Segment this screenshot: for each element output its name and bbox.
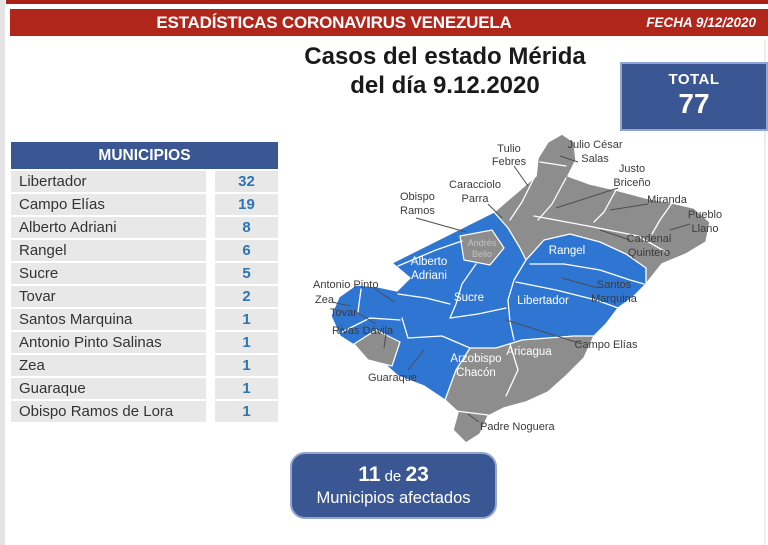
table-row: Tovar 2 bbox=[11, 286, 278, 307]
map-label-tulio-febres: Tulio Febres bbox=[491, 143, 527, 168]
map-label-pueblo-llano: Pueblo Llano bbox=[687, 209, 723, 235]
page-title-line1: Casos del estado Mérida bbox=[304, 43, 586, 70]
map-label-obispo-ramos: Obispo Ramos bbox=[400, 191, 435, 217]
affected-of: de bbox=[384, 468, 402, 485]
total-value: 77 bbox=[678, 88, 710, 119]
region-label-sucre: Sucre bbox=[453, 292, 485, 304]
map-label-antonio-pinto: Antonio Pinto bbox=[313, 279, 379, 291]
region-label-aricagua: Aricagua bbox=[506, 346, 552, 358]
map-label-julio-cesar-salas: Julio César Salas bbox=[567, 139, 623, 165]
table-row: Antonio Pinto Salinas 1 bbox=[11, 332, 278, 353]
municipios-table-header: MUNICIPIOS bbox=[11, 142, 278, 169]
table-row: Zea 1 bbox=[11, 355, 278, 376]
affected-count: 11 bbox=[358, 463, 381, 486]
page-title-line2: del día 9.12.2020 bbox=[350, 72, 540, 99]
table-row: Sucre 5 bbox=[11, 263, 278, 284]
region-label-arzobispo-chacon: Arzobispo Chacón bbox=[450, 353, 502, 379]
region-label-libertador: Libertador bbox=[517, 295, 569, 307]
title-bar-date: FECHA 9/12/2020 bbox=[646, 15, 756, 30]
map-label-justo-briceno: Justo Briceño bbox=[613, 163, 651, 189]
municipios-table bbox=[11, 171, 278, 424]
affected-caption: Municipios afectados bbox=[316, 489, 471, 507]
page-title bbox=[265, 42, 625, 100]
table-row: Campo Elías 19 bbox=[11, 194, 278, 215]
affected-count-line bbox=[292, 463, 495, 487]
table-row: Libertador 32 bbox=[11, 171, 278, 192]
map-label-santos-marquina: Santos Marquina bbox=[591, 279, 637, 305]
merida-municipalities-map bbox=[298, 108, 768, 446]
region-label-andres-bello: Andrés Bello bbox=[467, 238, 497, 259]
title-bar-text: ESTADÍSTICAS CORONAVIRUS VENEZUELA bbox=[156, 13, 512, 32]
map-label-zea: Zea bbox=[315, 294, 334, 306]
total-label: TOTAL bbox=[668, 71, 720, 88]
map-label-miranda: Miranda bbox=[647, 194, 687, 206]
table-row: Alberto Adriani 8 bbox=[11, 217, 278, 238]
map-label-tovar: Tovar bbox=[330, 307, 357, 319]
region-label-rangel: Rangel bbox=[548, 245, 586, 257]
map-label-campo-elias: Campo Elías bbox=[574, 339, 638, 351]
title-bar bbox=[10, 9, 768, 36]
table-row: Obispo Ramos de Lora 1 bbox=[11, 401, 278, 422]
region-label-alberto-adriani: Alberto Adriani bbox=[410, 256, 448, 282]
table-row: Santos Marquina 1 bbox=[11, 309, 278, 330]
top-red-strip bbox=[6, 0, 768, 4]
table-row: Rangel 6 bbox=[11, 240, 278, 261]
map-label-caracciolo-parra: Caracciolo Parra bbox=[449, 179, 501, 205]
map-label-padre-noguera: Padre Noguera bbox=[480, 421, 555, 433]
affected-total: 23 bbox=[405, 463, 429, 486]
map-label-cardenal-quintero: Cardenal Quintero bbox=[626, 233, 672, 259]
map-label-rivas-davila: Rivas Dávila bbox=[332, 325, 394, 337]
page-left-edge bbox=[0, 0, 5, 545]
affected-summary-box bbox=[290, 452, 497, 519]
map-label-guaraque: Guaraque bbox=[368, 372, 417, 384]
table-row: Guaraque 1 bbox=[11, 378, 278, 399]
